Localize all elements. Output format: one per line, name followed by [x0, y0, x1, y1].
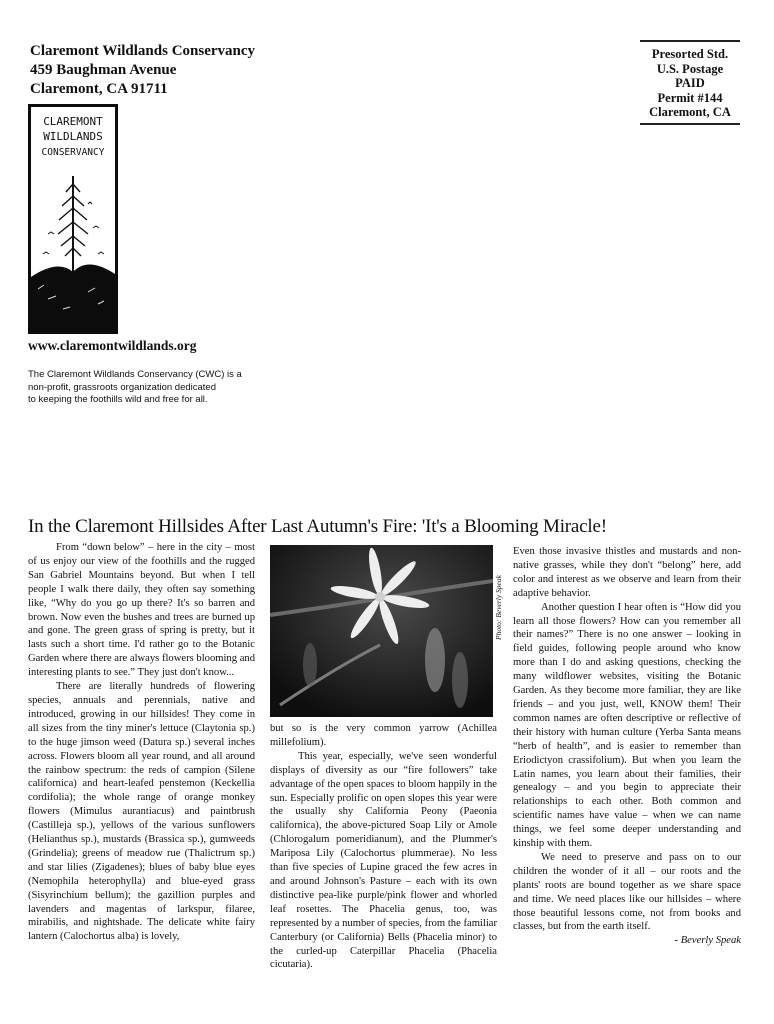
article-column-3	[513, 545, 741, 948]
logo-text: WILDLANDS	[43, 130, 103, 143]
article-paragraph: This year, especially, we've seen wonderful displays of diversity as our “fire followers” take advantage of the open spaces to bloom happily in the sun. Especially prolific on open slopes this year were the usually shy California Peony (Paeonia californica), the above-pictured Soap Lily or Amole (Chlorogalum pomeridianum), and the Plummer's Mariposa Lily (Calochortus plummerae). No less than five species of Lupine graced the few acres in and around Johnson's Pasture – each with its own distinctive pea-like purple/pink flower and whorled leaf rosettes. The Phacelia genus, too, was represented by a number of species, from the familiar Canterbury (or California) Bells (Phacelia minor) to the curled-up Caterpillar Phacelia (Phacelia cicutaria).	[270, 750, 497, 971]
org-name: Claremont Wildlands Conservancy	[30, 43, 256, 59]
postage-line: U.S. Postage	[656, 61, 724, 76]
article-headline: In the Claremont Hillsides After Last Autumn's Fire: 'It's a Blooming Miracle!	[28, 516, 607, 537]
article-paragraph: Even those invasive thistles and mustards and non-native grasses, while they don't “belong” here, add color and interest as we observe and learn from their adaptive behavior.	[513, 546, 741, 599]
article-paragraph: From “down below” – here in the city – most of us enjoy our view of the foothills and the rugged San Gabriel Mountains beyond. But when I tell people I walk there daily, they often say something like, “Why do you go up there? It's so barren and brown. Now even the bushes and trees are burned up and gone. The green grass of spring is pretty, but it lasts such a short time. I'd rather go to the Botanic Garden where there are always flowers blooming and interesting plants to see.” They just don't know...	[28, 542, 255, 679]
article-column-1	[28, 541, 255, 944]
logo-text: CONSERVANCY	[41, 147, 105, 158]
article-column-2	[270, 722, 497, 972]
article-paragraph: but so is the very common yarrow (Achillea millefolium).	[270, 723, 497, 748]
article-paragraph: We need to preserve and pass on to our children the wonder of it all – our roots and the plants' roots are bound together as we share space and time. We need places like our hillsides – where those beautiful lessons come, not from books and classes, but from the earth itself.	[513, 851, 741, 933]
soap-lily-photo	[270, 545, 493, 717]
logo-text: CLAREMONT	[43, 115, 103, 128]
website-url[interactable]: www.claremontwildlands.org	[28, 338, 197, 353]
return-address	[30, 42, 255, 99]
city-state-zip: Claremont, CA 91711	[30, 81, 168, 97]
postage-line: Claremont, CA	[649, 105, 731, 119]
photo-credit: Photo: Beverly Speak	[494, 575, 503, 640]
street-address: 459 Baughman Avenue	[30, 62, 177, 78]
mission-statement	[28, 369, 268, 407]
postage-indicia	[640, 40, 740, 125]
article-paragraph: There are literally hundreds of flowering species, annuals and perennials, native and introduced, growing in our hillsides! They come in all sizes from the tiny miner's lettuce (Claytonia sp.) to the huge jimson weed (Datura sp.) several inches across. Flowers bloom all year round, and all around the rainbow spectrum: the reds of campion (Silene californica) and heart-leafed penstemon (Keckellia cordifolia); the whole range of orange monkey flowers (Mimulus aurantiacus) and paintbrush (Castilleja sp.), yellows of the various sunflowers (Helianthus sp.), mustards (Brassica sp.), gumweeds (Grindelia); greens of meadow rue (Thalictrum sp.) and star lilies (Zigadenes); blues of baby blue eyes (Nemophila heterophylla) and blue-eyed grass (Sisyrinchium bellum); the gazillion purples and lavenders and magentas of larkspur, filaree, mirabilis, and nightshade. The delicate white fairy lantern (Calochortus alba) is lovely,	[28, 681, 255, 943]
postage-line: Presorted Std.	[651, 47, 729, 61]
mission-line: non-profit, grassroots organization dedicated	[28, 381, 217, 393]
postage-line: PAID	[675, 76, 705, 90]
article-paragraph: Another question I hear often is “How did you learn all those flowers? How can you remember all their names?” There is no one answer – looking in field guides, following people around who know more than I do and asking questions, checking the many wildflower websites, visiting the Botanic Garden. As they become more familiar, they are like friends – and you just, well, KNOW them! Their common names are often descriptive or reflective of their history with human culture (Yerba Santa means “herb of health”, and is easier to remember than Eriodictyon crassifolium). But when you learn the Latin names, you learn about their families, their genealogy – and you begin to appreciate their relationships to each other. Both common and scientific names have value – when we can name things, we feel some deeper understanding and kinship with them.	[513, 601, 741, 850]
mission-line: The Claremont Wildlands Conservancy (CWC) is a	[28, 369, 242, 380]
conservancy-logo	[28, 104, 118, 334]
logo-graphic	[28, 104, 118, 334]
mission-line: to keeping the foothills wild and free for all.	[28, 394, 208, 405]
postage-line: Permit #144	[657, 90, 723, 105]
article-author: - Beverly Speak	[674, 935, 741, 947]
flower-image	[270, 545, 493, 717]
